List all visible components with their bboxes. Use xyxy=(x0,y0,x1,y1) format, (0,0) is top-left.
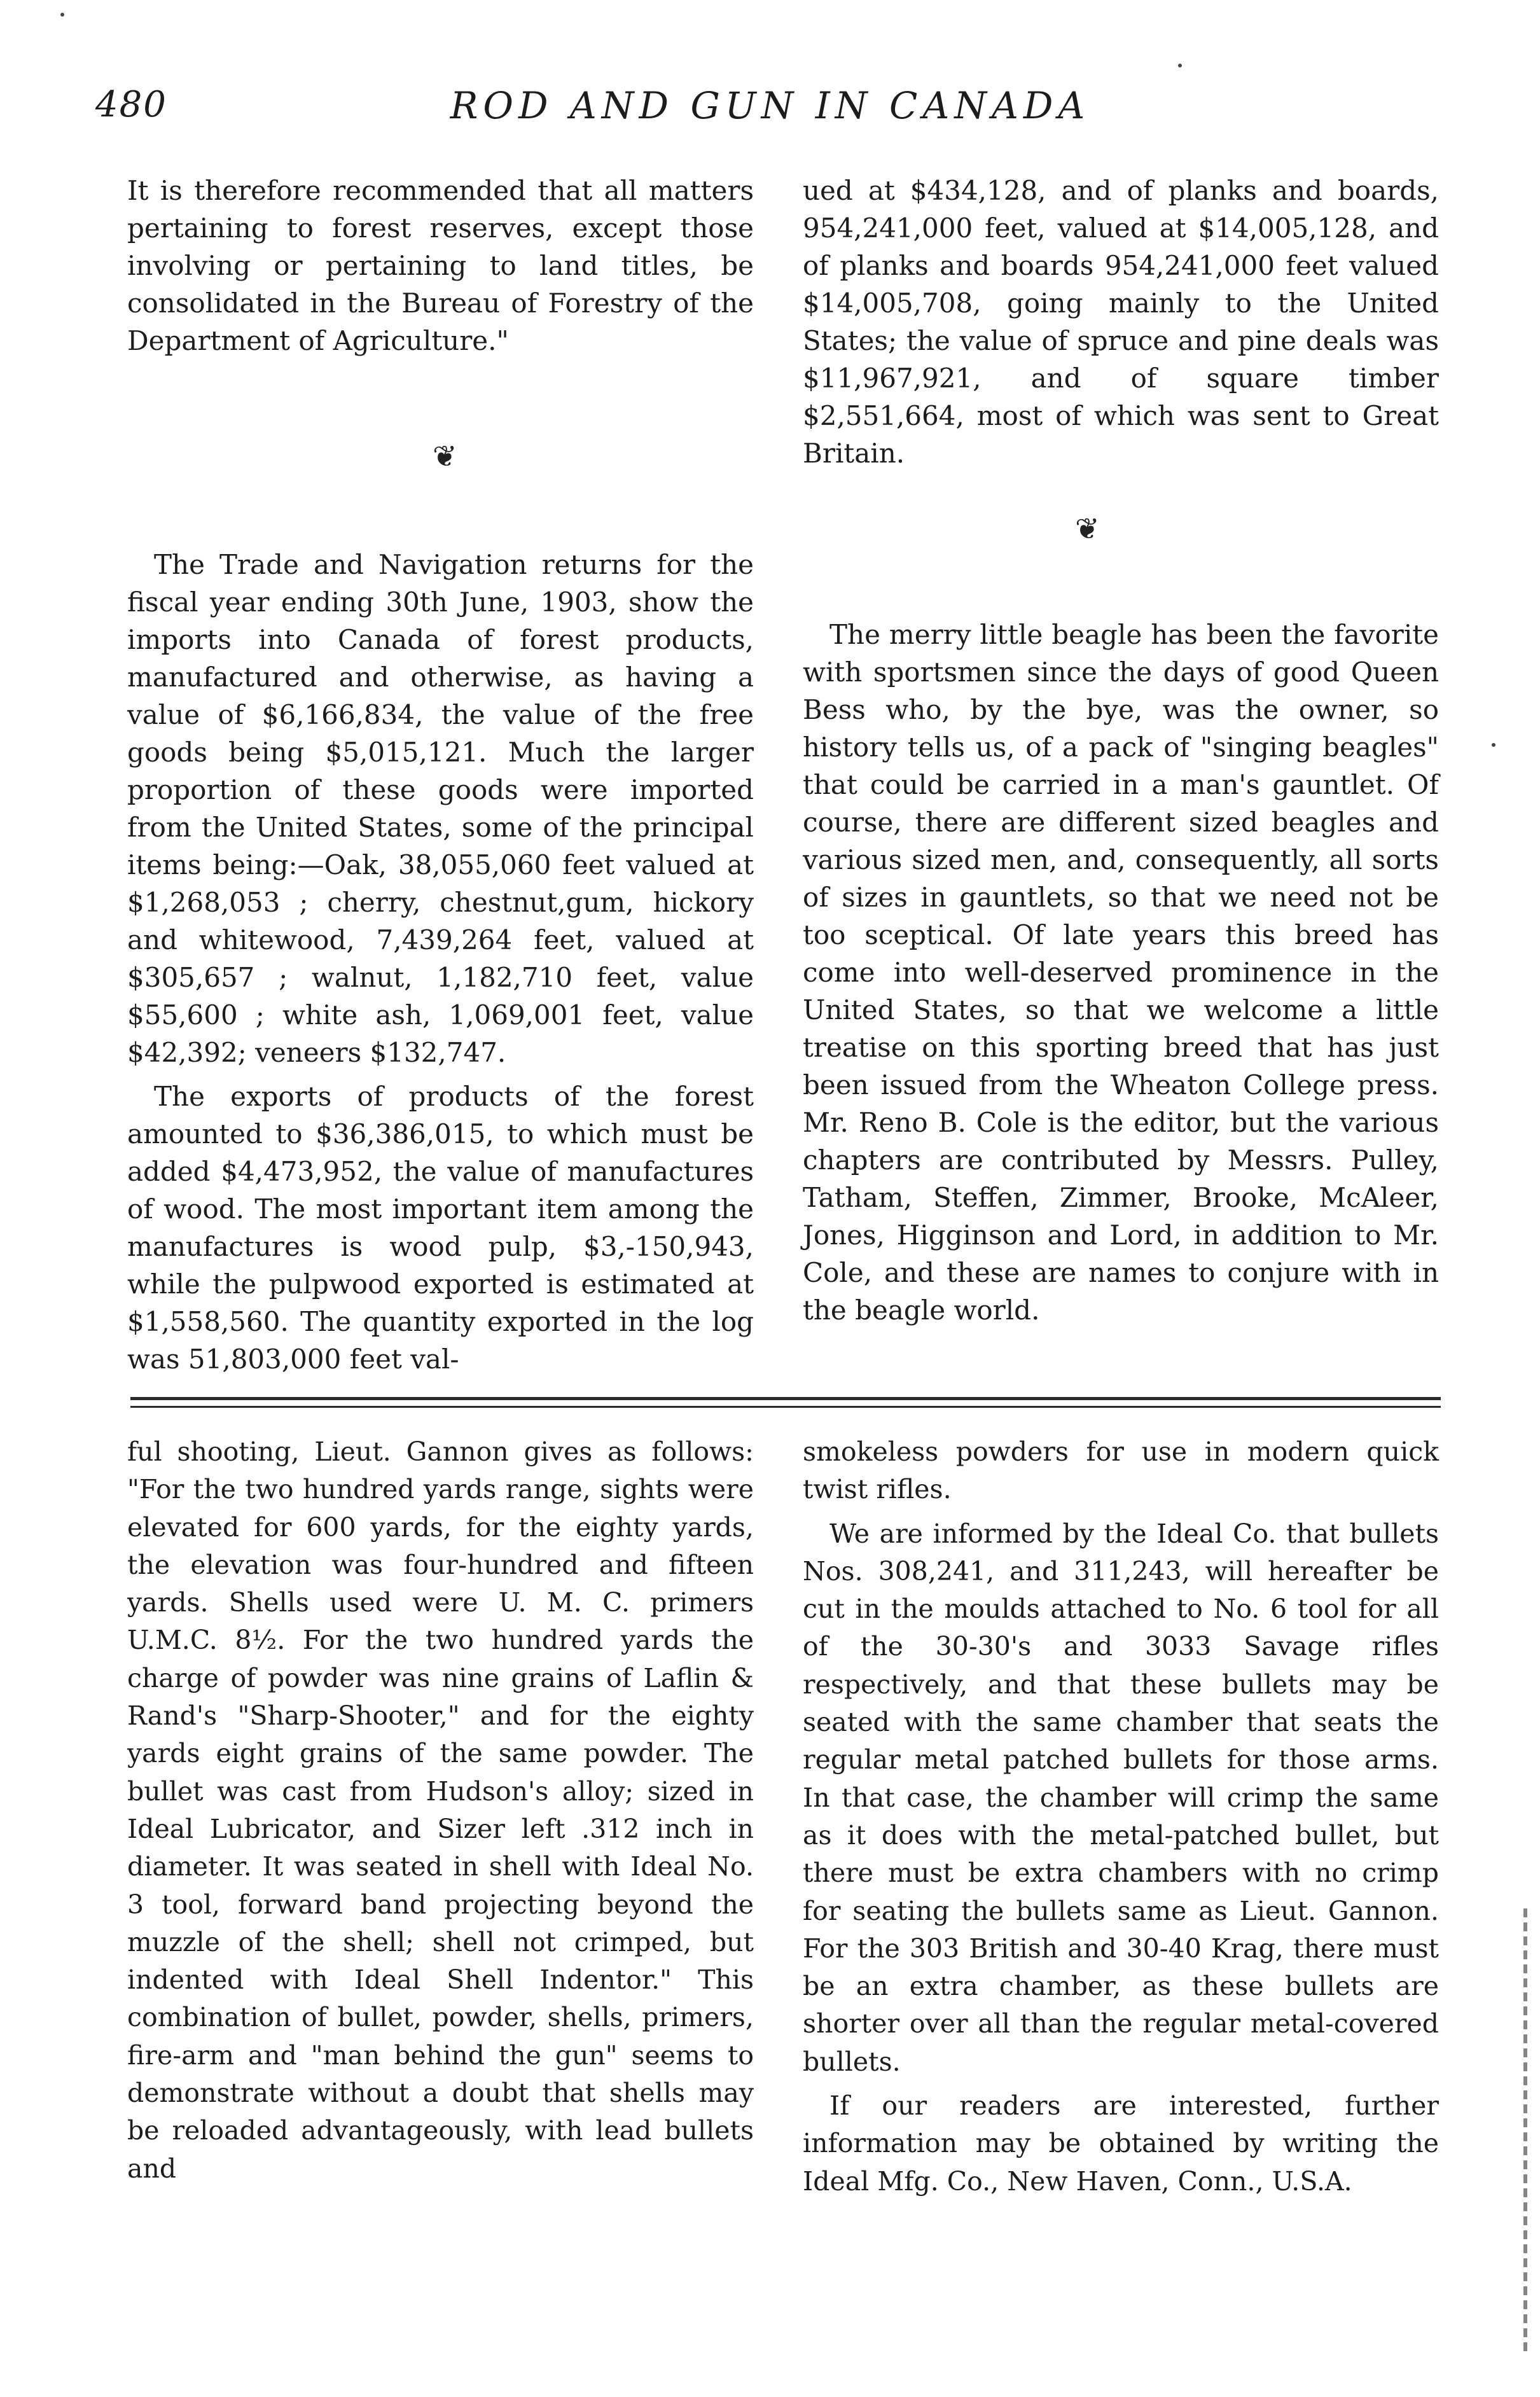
exports-continuation-paragraph: ued at $434,128, and of planks and boards, 954,241,000 feet, valued at $14,005,128, and of planks and boards 954,241,000 feet valued $14,005,708, going mainly to the United States; the value of spruce and pine deals was $11,967,921, and of square timber $2,551,664, most of which was sent to Great Britain. xyxy=(803,175,1439,469)
print-speck xyxy=(1492,743,1495,747)
upper-left-column xyxy=(127,172,754,359)
beagle-article xyxy=(803,616,1439,1329)
imports-paragraph: The Trade and Navigation returns for the fiscal year ending 30th June, 1903, show the imports into Canada of forest products, manufactured and otherwise, as having a value of $6,166,834, the value of the free goods being $5,015,121. Much the larger proportion of these goods were imported from the United States, some of the principal items being:—Oak, 38,055,060 feet valued at $1,268,053 ; cherry, chestnut,gum, hickory and whitewood, 7,439,264 feet, valued at $305,657 ; walnut, 1,182,710 feet, value $55,600 ; white ash, 1,069,001 feet, value $42,392; veneers $132,747. xyxy=(127,549,754,1068)
trade-navigation-article xyxy=(127,546,754,1378)
section-divider-top xyxy=(130,1397,1441,1400)
section-ornament-right: ❦ xyxy=(1075,511,1100,546)
gannon-shooting-paragraph: ful shooting, Lieut. Gannon gives as follows: "For the two hundred yards range, sights were elevated for 600 yards, for the eighty yards, the elevation was four-hundred and fifteen yards. Shells used were U. M. C. primers U.M.C. 8½. For the two hundred yards the charge of powder was nine grains of Laflin & Rand's "Sharp-Shooter," and for the eighty yards eight grains of the same powder. The bullet was cast from Hudson's alloy; sized in Ideal Lubricator, and Sizer left .312 inch in diameter. It was seated in shell with Ideal No. 3 tool, forward band projecting beyond the muzzle of the shell; shell not crimped, but indented with Ideal Shell Indentor." This combination of bullet, powder, shells, primers, fire-arm and "man behind the gun" seems to demonstrate without a doubt that shells may be reloaded advantageously, with lead bullets and xyxy=(127,1436,754,2184)
ideal-bullets-paragraph: We are informed by the Ideal Co. that bullets Nos. 308,241, and 311,243, will hereafter be cut in the moulds attached to No. 6 tool for all of the 30-30's and 3033 Savage rifles respectively, and that these bullets may be seated with the same chamber that seats the regular metal patched bullets for those arms. In that case, the chamber will crimp the same as it does with the metal-patched bullet, but there must be extra chambers with no crimp for seating the bullets same as Lieut. Gannon. For the 303 British and 30-40 Krag, there must be an extra chamber, as these bullets are shorter over all than the regular metal-covered bullets. xyxy=(803,1518,1439,2077)
lower-left-column xyxy=(127,1433,754,2188)
exports-paragraph: The exports of products of the forest amounted to $36,386,015, to which must be added $4,473,952, the value of manufactures of wood. The most important item among the manufactures is wood pulp, $3,-150,943, while the pulpwood exported is estimated at $1,558,560. The quantity exported in the log was 51,803,000 feet val- xyxy=(127,1081,754,1375)
print-speck xyxy=(60,13,64,17)
ideal-contact-paragraph: If our readers are interested, further information may be obtained by writing the Ideal Mfg. Co., New Haven, Conn., U.S.A. xyxy=(803,2090,1439,2197)
page-header xyxy=(0,84,1540,141)
forestry-quote-paragraph: It is therefore recommended that all matters pertaining to forest reserves, except those involving or pertaining to land titles, be consolidated in the Bureau of Forestry of the Department of Agriculture." xyxy=(127,175,754,356)
smokeless-powders-paragraph: smokeless powders for use in modern quick twist rifles. xyxy=(803,1436,1439,1505)
print-speck xyxy=(1178,64,1182,67)
beagle-paragraph: The merry little beagle has been the favorite with sportsmen since the days of good Queen Bess who, by the bye, was the owner, so history tells us, of a pack of "singing beagles" that could be carried in a man's gauntlet. Of course, there are different sized beagles and various sized men, and, consequently, all sorts of sizes in gauntlets, so that we need not be too sceptical. Of late years this breed has come into well-deserved prominence in the United States, so that we welcome a little treatise on this sporting breed that has just been issued from the Wheaton College press. Mr. Reno B. Cole is the editor, but the various chapters are contributed by Messrs. Pulley, Tatham, Steffen, Zimmer, Brooke, McAleer, Jones, Higginson and Lord, in addition to Mr. Cole, and these are names to conjure with in the beagle world. xyxy=(803,619,1439,1326)
lower-right-column xyxy=(803,1433,1439,2200)
running-title: ROD AND GUN IN CANADA xyxy=(450,84,1090,127)
scan-edge-marks xyxy=(1523,1908,1527,2354)
page-number: 480 xyxy=(95,84,167,125)
section-divider-bottom xyxy=(130,1406,1441,1408)
upper-right-column xyxy=(803,172,1439,472)
section-ornament-left: ❦ xyxy=(433,439,457,473)
